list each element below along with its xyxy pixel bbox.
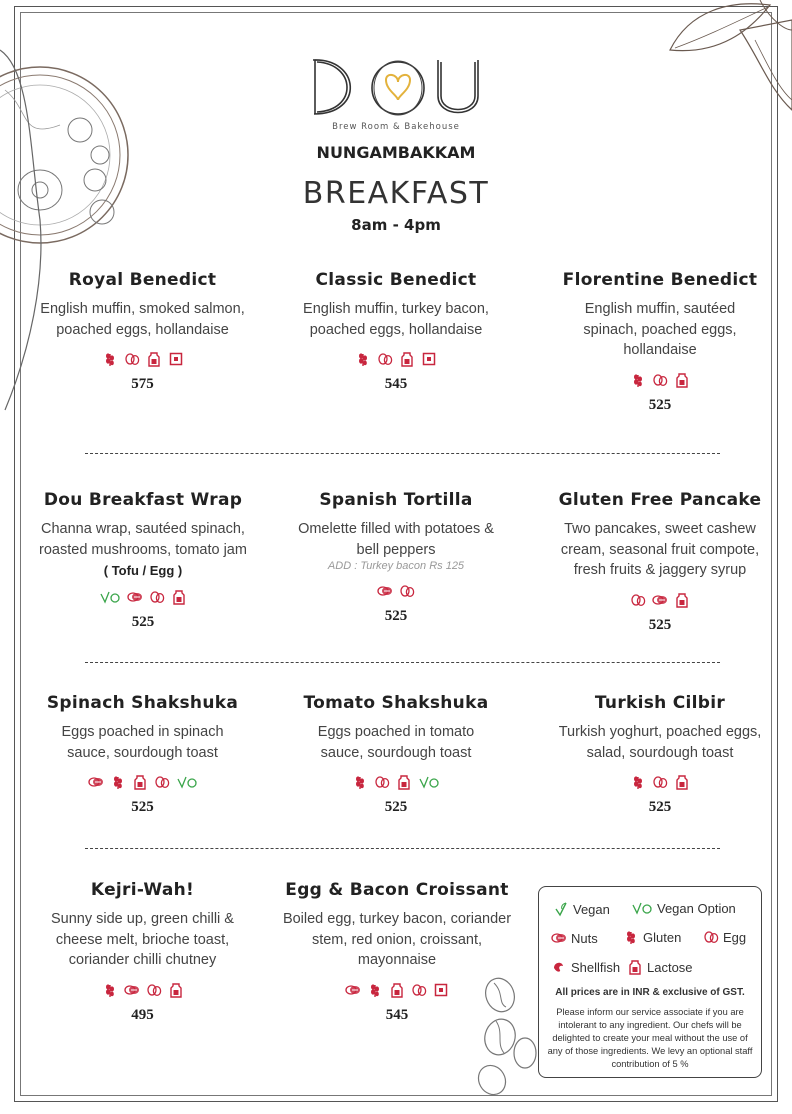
menu-item (556, 270, 764, 414)
menu-item (545, 490, 775, 634)
lactose-icon (627, 959, 643, 975)
legend-vegan (553, 901, 610, 917)
lactose-icon (674, 774, 690, 790)
egg-icon (146, 982, 162, 998)
egg-icon (652, 774, 668, 790)
allergen-icons (296, 773, 496, 791)
item-price: 525 (384, 608, 408, 624)
item-name: Gluten Free Pancake (558, 490, 762, 510)
nuts-icon (652, 592, 668, 608)
allergen-icons (40, 350, 245, 368)
menu-item (290, 270, 502, 393)
legend-nuts-label: Nuts (571, 930, 598, 946)
item-name: Spanish Tortilla (319, 490, 473, 510)
vegan-option-icon (631, 900, 653, 916)
egg-icon (703, 929, 719, 945)
divider (85, 453, 720, 454)
item-description: English muffin, smoked salmon, poached eggs, hollandaise (40, 301, 245, 338)
legend-shellfish (551, 959, 620, 975)
item-price: 525 (648, 396, 672, 413)
info-note: Please inform our service associate if you are intolerant to any ingredient. Our chefs will be delighted to create your meal without the use of any of those ingredients. We levy an optional staff contribution of 5 % (547, 1007, 753, 1069)
lactose-icon (171, 589, 187, 605)
dou-logo (310, 56, 485, 118)
item-price: 575 (131, 376, 154, 392)
lactose-icon (674, 372, 690, 388)
nuts-icon (88, 774, 104, 790)
legend-vegan-option-label: Vegan Option (657, 900, 736, 916)
legend-egg-label: Egg (723, 929, 747, 945)
item-name: Kejri-Wah! (90, 880, 195, 900)
vegan-option-icon (99, 589, 121, 605)
location-title: NUNGAMBAKKAM (316, 143, 476, 162)
egg-icon (630, 592, 646, 608)
gluten-icon (367, 982, 383, 998)
item-description: Channa wrap, sautéed spinach, roasted mushrooms, tomato jam (39, 521, 247, 558)
nuts-icon (124, 982, 140, 998)
allergen-icons (272, 981, 522, 999)
item-name: Spinach Shakshuka (46, 693, 239, 713)
menu-item (552, 693, 768, 816)
item-name: Classic Benedict (315, 270, 477, 290)
gluten-icon (630, 372, 646, 388)
menu-item (272, 880, 522, 1024)
legend-lactose-label: Lactose (647, 959, 693, 975)
gluten-icon (102, 982, 118, 998)
legend-egg (703, 929, 746, 945)
item-description: Turkish yoghurt, poached eggs, salad, sourdough toast (558, 724, 762, 761)
legend-nuts (551, 930, 598, 946)
item-name: Royal Benedict (68, 270, 217, 290)
egg-icon (377, 351, 393, 367)
item-description: English muffin, sautéed spinach, poached eggs, hollandaise (583, 301, 737, 358)
item-name: Dou Breakfast Wrap (43, 490, 243, 510)
price-note: All prices are in INR & exclusive of GST. (555, 987, 745, 998)
gluten-icon (630, 774, 646, 790)
gluten-icon (352, 774, 368, 790)
vegan-option-icon (176, 774, 198, 790)
legend-vegan-label: Vegan (573, 901, 610, 917)
item-price: 525 (648, 616, 672, 633)
divider (85, 848, 720, 849)
item-option: ( Tofu / Egg ) (103, 563, 183, 578)
egg-icon (652, 372, 668, 388)
allergen-icons (50, 981, 235, 999)
vegan-icon (553, 901, 569, 917)
lactose-icon (399, 351, 415, 367)
menu-item (40, 270, 245, 393)
item-description: Sunny side up, green chilli & cheese melt, brioche toast, coriander chilli chutney (51, 911, 234, 968)
lactose-icon (132, 774, 148, 790)
allergen-legend (538, 886, 762, 1078)
lactose-icon (146, 351, 162, 367)
allergen-icons (296, 582, 496, 600)
lactose-icon (389, 982, 405, 998)
vegan-option-icon (418, 774, 440, 790)
allergen-icons (556, 371, 764, 389)
gluten-icon (110, 774, 126, 790)
menu-item (296, 693, 496, 816)
gluten-icon (102, 351, 118, 367)
egg-icon (124, 351, 140, 367)
item-name: Tomato Shakshuka (303, 693, 489, 713)
tagline: Brew Room & Bakehouse (332, 122, 460, 132)
shellfish-box-icon (168, 351, 184, 367)
item-name: Turkish Cilbir (594, 693, 726, 713)
item-price: 525 (131, 799, 154, 815)
legend-lactose (627, 959, 693, 975)
item-price: 525 (648, 799, 672, 815)
nuts-icon (345, 982, 361, 998)
item-description: Boiled egg, turkey bacon, coriander stem, red onion, croissant, mayonnaise (282, 911, 512, 968)
egg-icon (411, 982, 427, 998)
nuts-icon (551, 930, 567, 946)
legend-gluten-label: Gluten (643, 929, 682, 945)
lactose-icon (396, 774, 412, 790)
gluten-icon (623, 929, 639, 945)
egg-icon (154, 774, 170, 790)
allergen-icons (40, 773, 245, 791)
item-price: 495 (131, 1006, 154, 1023)
legend-vegan-option (631, 900, 736, 916)
item-description: Omelette filled with potatoes & bell peppers (298, 521, 494, 558)
item-price: 545 (384, 376, 408, 392)
shellfish-box-icon (433, 982, 449, 998)
item-price: 525 (384, 799, 408, 815)
item-description: Two pancakes, sweet cashew cream, seasonal fruit compote, fresh fruits & jaggery syrup (560, 521, 760, 578)
lactose-icon (168, 982, 184, 998)
menu-item (296, 490, 496, 625)
item-description: Eggs poached in tomato sauce, sourdough toast (317, 724, 475, 761)
egg-icon (399, 583, 415, 599)
item-description: English muffin, turkey bacon, poached eggs, hollandaise (303, 301, 489, 338)
item-description: Eggs poached in spinach sauce, sourdough toast (61, 724, 224, 761)
allergen-icons (24, 588, 262, 606)
egg-icon (374, 774, 390, 790)
item-name: Egg & Bacon Croissant (285, 880, 509, 900)
shellfish-icon (551, 959, 567, 975)
legend-gluten (623, 929, 681, 945)
nuts-icon (377, 583, 393, 599)
nuts-icon (127, 589, 143, 605)
item-name: Florentine Benedict (562, 270, 758, 290)
allergen-icons (290, 350, 502, 368)
lactose-icon (674, 592, 690, 608)
item-addon: ADD : Turkey bacon Rs 125 (327, 560, 465, 572)
gluten-icon (355, 351, 371, 367)
hours: 8am - 4pm (351, 216, 441, 234)
menu-item (24, 490, 262, 631)
divider (85, 662, 720, 663)
allergen-icons (552, 773, 768, 791)
item-price: 525 (131, 614, 155, 630)
legend-shellfish-label: Shellfish (571, 959, 621, 975)
shellfish-box-icon (421, 351, 437, 367)
allergen-icons (545, 591, 775, 609)
leaves-illustration (660, 0, 792, 140)
meal-title: BREAKFAST (302, 176, 490, 211)
item-price: 545 (385, 1006, 409, 1023)
egg-icon (149, 589, 165, 605)
menu-item (50, 880, 235, 1024)
menu-item (40, 693, 245, 816)
